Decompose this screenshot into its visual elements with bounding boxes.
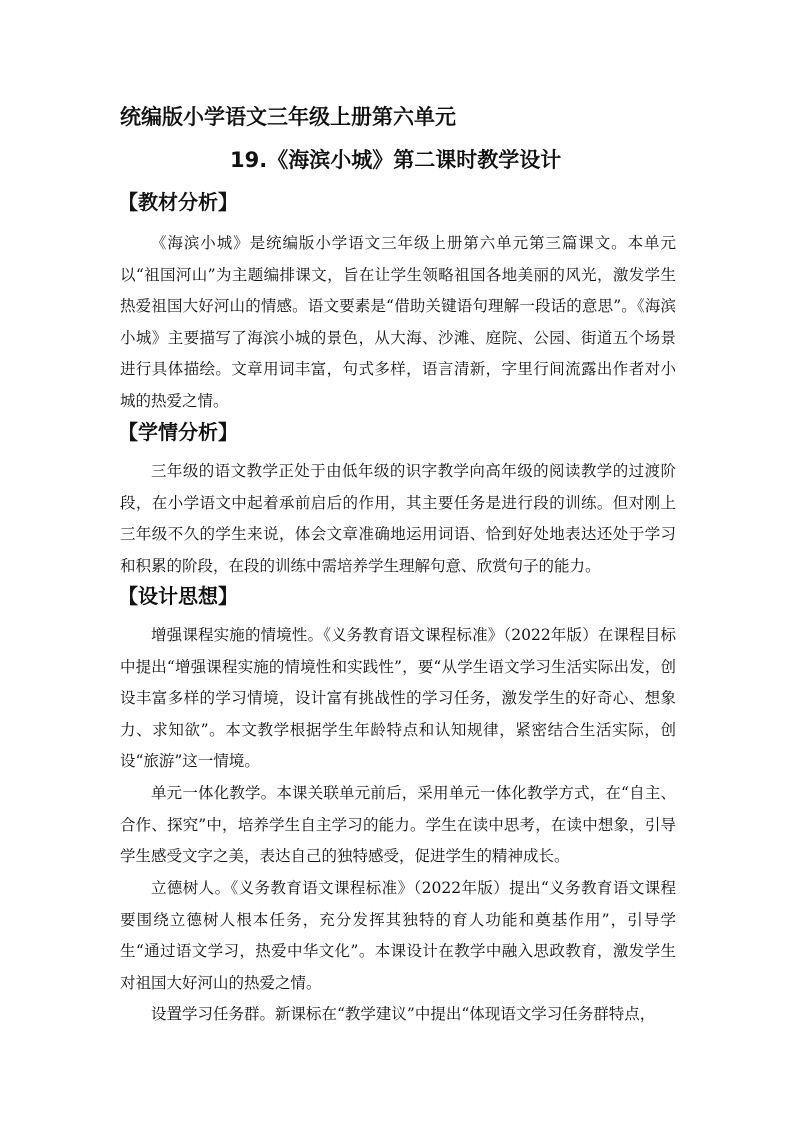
textbook-analysis-paragraph: 《海滨小城》是统编版小学语文三年级上册第六单元第三篇课文。本单元以“祖国河山”为主题编排课文，旨在让学生领略祖国各地美丽的风光，激发学生热爱祖国大好河山的情感。语文要素是“借助关键语句理解一段话的意思”。《海滨小城》主要描写了海滨小城的景色，从大海、沙滩、庭院、公园、街道五个场景进行具体描绘。文章用词丰富，句式多样，语言清新，字里行间流露出作者对小城的热爱之情。	[120, 234, 676, 410]
section-heading-student-analysis: 【学情分析】	[118, 420, 238, 444]
document-title-lesson: 19.《海滨小城》第二课时教学设计	[230, 148, 562, 172]
design-thought-paragraph-task-groups: 设置学习任务群。新课标在“教学建议”中提出“体现语文学习任务群特点，	[151, 1005, 656, 1023]
design-thought-paragraph-context: 增强课程实施的情境性。《义务教育语文课程标准》（2022年版）在课程目标中提出“增强课程实施的情境性和实践性”，要“从学生语文学习生活实际出发，创设丰富多样的学习情境，设计富有挑战性的学习任务，激发学生的好奇心、想象力、求知欲”。本文教学根据学生年龄特点和认知规律，紧密结合生活实际，创设“旅游”这一情境。	[120, 626, 676, 770]
section-heading-design-thought: 【设计思想】	[118, 584, 238, 608]
document-title-series: 统编版小学语文三年级上册第六单元	[120, 105, 456, 129]
section-heading-textbook-analysis: 【教材分析】	[118, 190, 238, 214]
student-analysis-paragraph: 三年级的语文教学正处于由低年级的识字教学向高年级的阅读教学的过渡阶段，在小学语文中起着承前启后的作用，其主要任务是进行段的训练。但对刚上三年级不久的学生来说，体会文章准确地运用词语、恰到好处地表达还处于学习和积累的阶段，在段的训练中需培养学生理解句意、欣赏句子的能力。	[120, 462, 676, 575]
design-thought-paragraph-unit: 单元一体化教学。本课关联单元前后，采用单元一体化教学方式，在“自主、合作、探究”中，培养学生自主学习的能力。学生在读中思考，在读中想象，引导学生感受文字之美，表达自己的独特感受，促进学生的精神成长。	[120, 784, 676, 865]
design-thought-paragraph-moral: 立德树人。《义务教育语文课程标准》（2022年版）提出“义务教育语文课程要围绕立德树人根本任务，充分发挥其独特的育人功能和奠基作用”，引导学生“通过语文学习，热爱中华文化”。本课设计在教学中融入思政教育，激发学生对祖国大好河山的热爱之情。	[120, 879, 676, 992]
